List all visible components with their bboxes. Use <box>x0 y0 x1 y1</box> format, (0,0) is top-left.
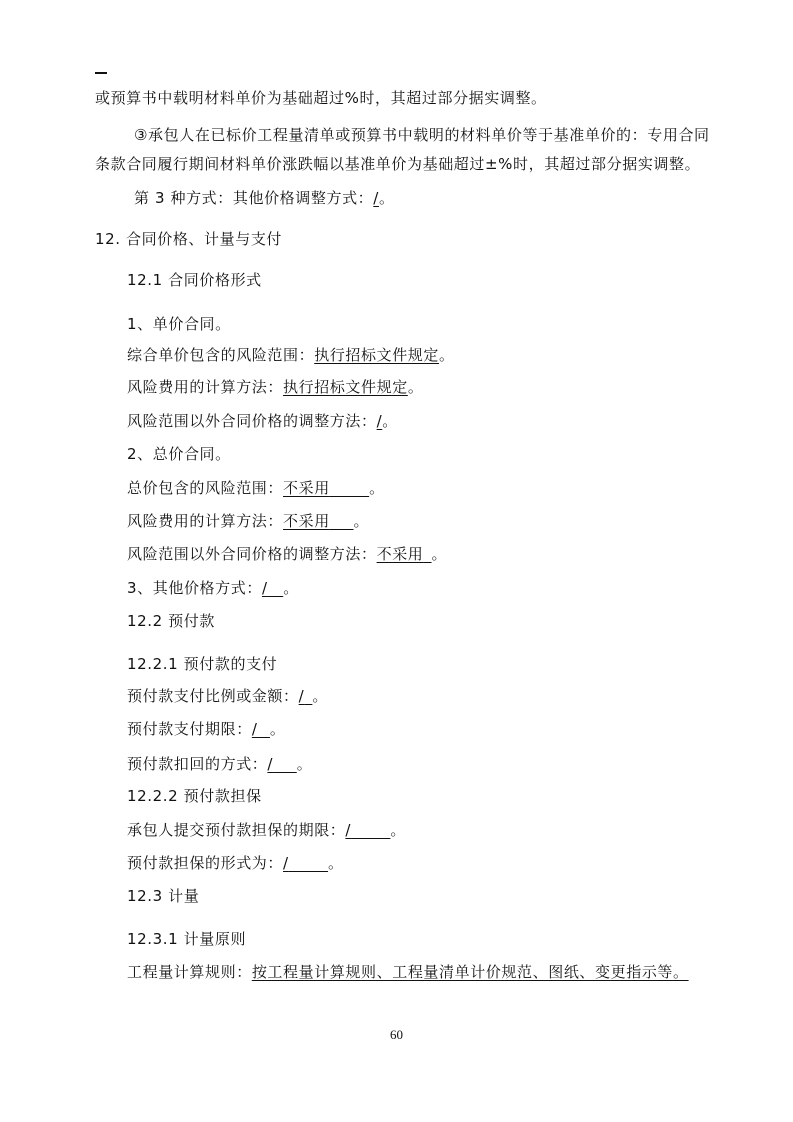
guarantee-term-end: 。 <box>390 821 406 839</box>
total-adjust-end: 。 <box>431 545 448 563</box>
total-risk-scope-label: 总价包含的风险范围： <box>127 479 284 497</box>
unit-adjust-end: 。 <box>382 412 398 430</box>
unit-price-heading: 1、单价合同。 <box>127 315 231 333</box>
prepay-term-line <box>127 719 286 739</box>
other-price-value: / <box>261 579 268 597</box>
prepay-ratio-end: 。 <box>312 687 328 705</box>
unit-risk-scope-end: 。 <box>439 346 455 364</box>
method3-end: 。 <box>378 189 395 207</box>
method3-line <box>134 188 395 208</box>
guarantee-form-label: 预付款担保的形式为： <box>127 854 284 872</box>
total-risk-fee-label: 风险费用的计算方法： <box>127 512 284 530</box>
total-adjust-line <box>127 544 447 564</box>
other-price-end: 。 <box>283 579 299 597</box>
prepay-deduct-label: 预付款扣回的方式： <box>127 755 268 773</box>
item3-line2: 条款合同履行期间材料单价涨跌幅以基准单价为基础超过±%时，其超过部分据实调整。 <box>95 155 701 173</box>
total-price-heading: 2、总价合同。 <box>127 445 231 463</box>
other-price-label: 3、其他价格方式： <box>127 579 262 597</box>
unit-risk-fee-line <box>127 377 423 397</box>
guarantee-form-value: / <box>283 854 289 872</box>
total-adjust-value: 不采用 <box>376 545 424 563</box>
unit-risk-fee-label: 风险费用的计算方法： <box>127 378 284 396</box>
total-adjust-label: 风险范围以外合同价格的调整方法： <box>127 545 377 563</box>
total-risk-scope-line <box>127 478 385 498</box>
section-12-2-1-heading: 12.2.1 预付款的支付 <box>127 655 278 673</box>
prepay-term-end: 。 <box>269 720 286 738</box>
guarantee-term-value: / <box>345 821 352 839</box>
prepay-deduct-end: 。 <box>296 755 313 773</box>
total-risk-scope-value: 不采用 <box>283 479 330 497</box>
top-dash-mark <box>95 72 107 74</box>
prepay-term-label: 预付款支付期限： <box>127 720 252 738</box>
prepay-deduct-line <box>127 754 312 774</box>
total-risk-scope-end: 。 <box>369 479 385 497</box>
unit-adjust-line <box>127 411 398 431</box>
prepay-ratio-value: / <box>298 687 305 705</box>
method3-label: 第 3 种方式：其他价格调整方式： <box>134 189 374 207</box>
total-risk-fee-value: 不采用 <box>283 512 330 530</box>
guarantee-form-end: 。 <box>327 854 344 872</box>
section-12-2-2-heading: 12.2.2 预付款担保 <box>127 787 262 805</box>
measure-rule-line <box>127 962 689 982</box>
section-12-3-heading: 12.3 计量 <box>127 887 200 905</box>
total-risk-fee-line <box>127 511 369 531</box>
prepay-term-value: / <box>251 720 258 738</box>
other-price-line <box>127 578 299 598</box>
unit-risk-scope-value: 执行招标文件规定 <box>314 346 440 364</box>
prepay-ratio-label: 预付款支付比例或金额： <box>127 687 299 705</box>
unit-risk-scope-label: 综合单价包含的风险范围： <box>127 346 315 364</box>
section-12-heading: 12. 合同价格、计量与支付 <box>95 230 283 248</box>
guarantee-term-line <box>127 820 406 840</box>
method3-value: / <box>373 189 379 207</box>
unit-adjust-label: 风险范围以外合同价格的调整方法： <box>127 412 377 430</box>
unit-risk-fee-value: 执行招标文件规定 <box>283 378 408 396</box>
unit-risk-fee-end: 。 <box>407 378 424 396</box>
guarantee-term-label: 承包人提交预付款担保的期限： <box>127 821 346 839</box>
measure-rule-label: 工程量计算规则： <box>127 963 252 981</box>
section-12-2-heading: 12.2 预付款 <box>127 612 215 630</box>
page-number: 60 <box>390 1027 403 1042</box>
unit-adjust-value: / <box>376 412 383 430</box>
section-12-1-heading: 12.1 合同价格形式 <box>127 271 262 289</box>
item3-line1: ③承包人在已标价工程量清单或预算书中载明的材料单价等于基准单价的：专用合同 <box>134 126 710 144</box>
section-12-3-1-heading: 12.3.1 计量原则 <box>127 930 247 948</box>
guarantee-form-line <box>127 853 344 873</box>
prepay-ratio-line <box>127 686 328 706</box>
measure-rule-value: 按工程量计算规则、工程量清单计价规范、图纸、变更指示等。 <box>251 963 689 981</box>
prepay-deduct-value: / <box>267 755 274 773</box>
intro-line: 或预算书中载明材料单价为基础超过%时，其超过部分据实调整。 <box>95 89 547 107</box>
total-risk-fee-end: 。 <box>353 512 370 530</box>
unit-risk-scope-line <box>127 345 455 365</box>
